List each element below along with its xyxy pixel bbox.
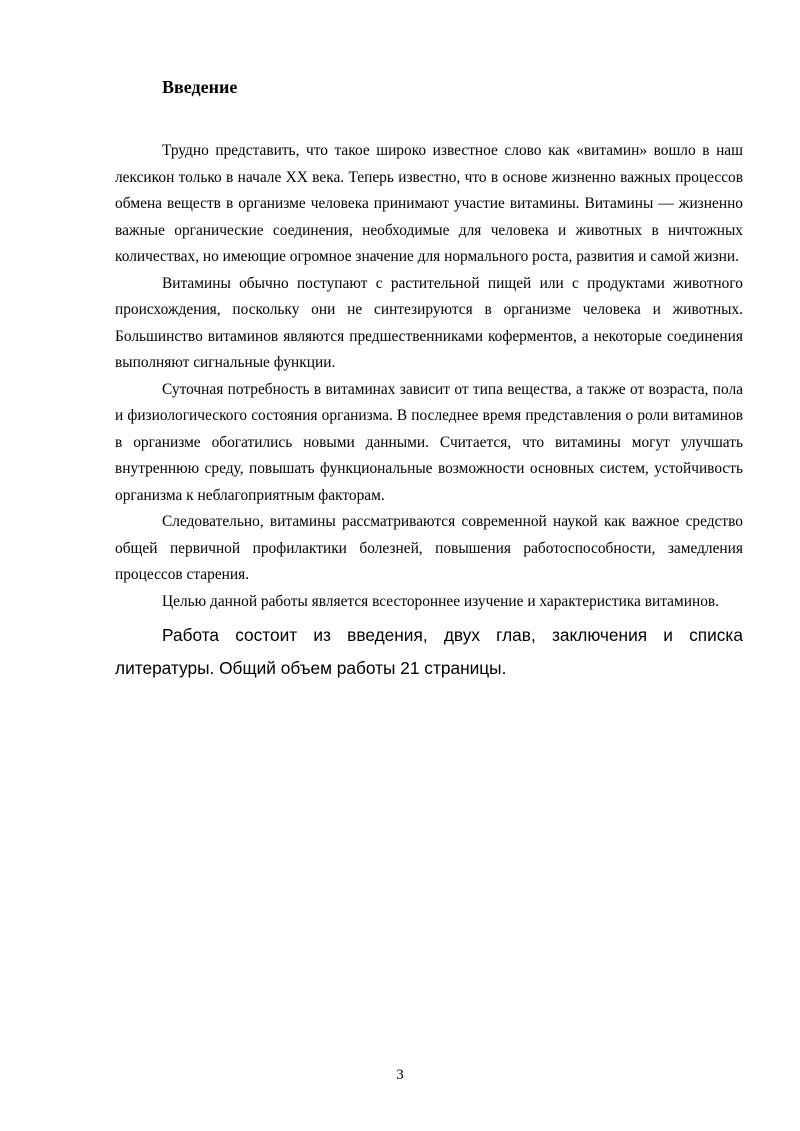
- paragraph-2: Витамины обычно поступают с растительной пищей или с продуктами животного происхождения, поскольку они не синтезируются в организме человека и животных. Большинство витаминов являются предшественниками коферментов, а некоторые соединения выполняют сигнальные функции.: [115, 274, 743, 371]
- paragraph-3: Суточная потребность в витаминах зависит от типа вещества, а также от возраста, пола и физиологического состояния организма. В последнее время представления о роли витаминов в организме обогатились новыми данными. Считается, что витамины могут улучшать внутреннюю среду, повышать функциональные возможности основных систем, устойчивость организма к неблагоприятным факторам.: [115, 380, 743, 504]
- paragraph-1: Трудно представить, что такое широко известное слово как «витамин» вошло в наш лексикон только в начале XX века. Теперь известно, что в основе жизненно важных процессов обмена веществ в организме человека принимают участие витамины. Витамины — жизненно важные органические соединения, необходимые для человека и животных в ничтожных количествах, но имеющие огромное значение для нормального роста, развития и самой жизни.: [115, 142, 743, 265]
- paragraph-4: Следовательно, витамины рассматриваются современной наукой как важное средство общей первичной профилактики болезней, повышения работоспособности, замедления процессов старения.: [115, 513, 743, 583]
- body-text: [115, 138, 743, 685]
- paragraph-5: Целью данной работы является всестороннее изучение и характеристика витаминов.: [162, 592, 720, 610]
- closing-paragraph: Работа состоит из введения, двух глав, заключения и списка литературы. Общий объем работы 21 страницы.: [115, 625, 743, 678]
- section-heading: Введение: [162, 77, 238, 97]
- page-number: 3: [396, 1067, 404, 1083]
